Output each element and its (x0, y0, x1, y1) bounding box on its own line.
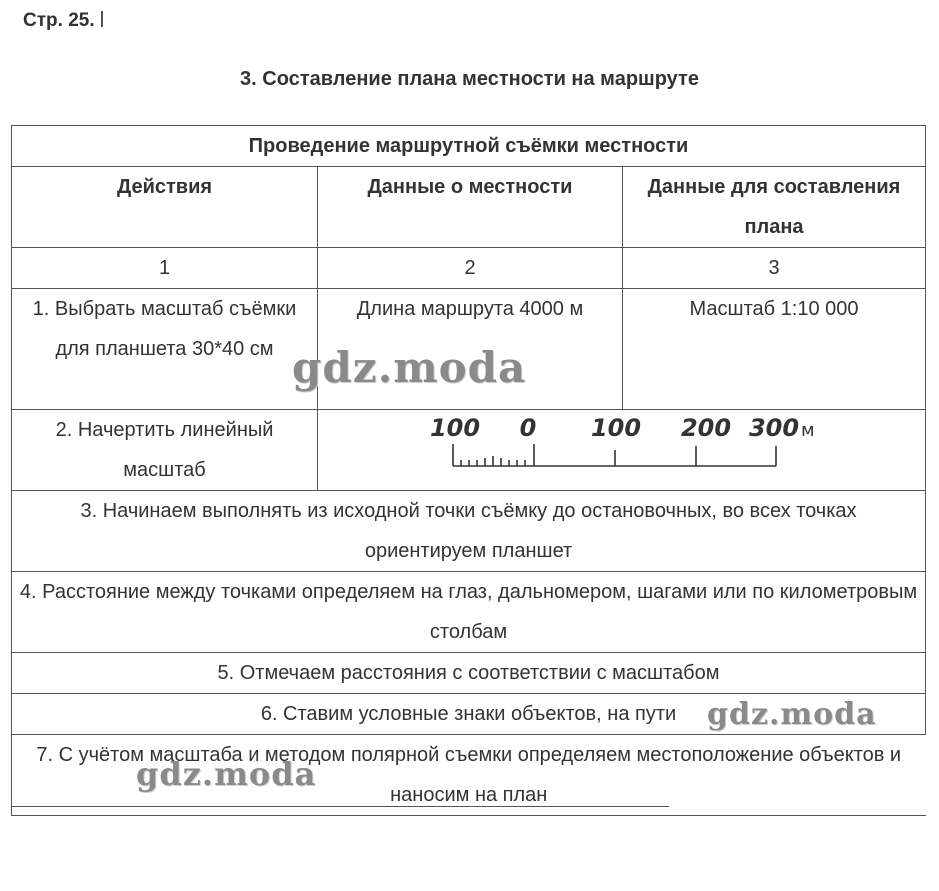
column-header-actions: Действия (12, 167, 318, 248)
table-bottom-edge (11, 806, 669, 807)
row1-terrain: Длина маршрута 4000 м (318, 289, 623, 410)
row1-plan: Масштаб 1:10 000 (623, 289, 926, 410)
scale-label: 100 (590, 414, 642, 442)
column-number: 3 (623, 248, 926, 289)
step-6: 6. Ставим условные знаки объектов, на пути (12, 694, 926, 735)
step-7: 7. С учётом масштаба и методом полярной съемки определяем местоположение объектов и наносим на план (12, 735, 926, 816)
scale-label: 200 (680, 414, 732, 442)
scale-ruler (453, 444, 776, 466)
scale-label: 300 (748, 414, 800, 442)
scale-unit: м (801, 420, 815, 441)
route-survey-table (11, 125, 926, 816)
linear-scale (318, 410, 924, 490)
column-number: 1 (12, 248, 318, 289)
row1-action: 1. Выбрать масштаб съёмки для планшета 30*40 см (12, 289, 318, 410)
column-header-plan: Данные для составления плана (623, 167, 926, 248)
step-5: 5. Отмечаем расстояния с соответствии с масштабом (12, 653, 926, 694)
watermark: gdz.moda (136, 755, 317, 793)
column-number: 2 (318, 248, 623, 289)
linear-scale-cell (318, 410, 926, 491)
scale-label: 0 (519, 414, 537, 442)
watermark: gdz.moda (292, 343, 527, 392)
watermark: gdz.moda (707, 697, 877, 732)
text-cursor-mark (101, 11, 103, 27)
step-3: 3. Начинаем выполнять из исходной точки съёмку до остановочных, во всех точках ориентируем планшет (12, 491, 926, 572)
scale-label: 100 (429, 414, 481, 442)
column-header-terrain: Данные о местности (318, 167, 623, 248)
page-label: Стр. 25. (23, 10, 103, 32)
step-4: 4. Расстояние между точками определяем на глаз, дальномером, шагами или по километровым столбам (12, 572, 926, 653)
section-title: 3. Составление плана местности на маршруте (240, 68, 699, 90)
row2-action: 2. Начертить линейный масштаб (12, 410, 318, 491)
table-title: Проведение маршрутной съёмки местности (12, 126, 926, 167)
